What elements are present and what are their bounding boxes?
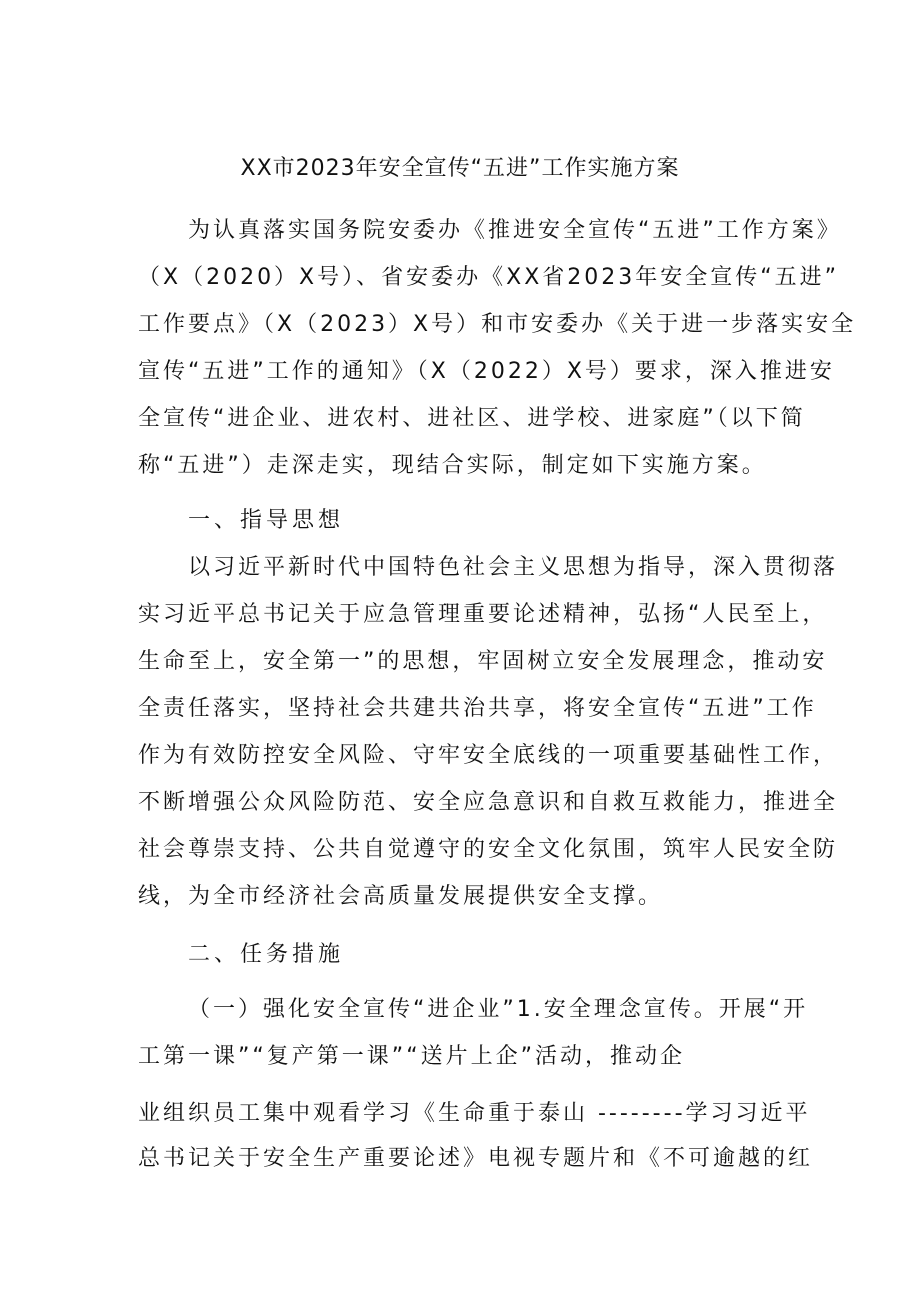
- paragraph-line: 工作要点》（X（2023）X号）和市安委办《关于进一步落实安全: [138, 312, 857, 337]
- paragraph-line: 总书记关于安全生产重要论述》电视专题片和《不可逾越的红: [138, 1146, 814, 1171]
- paragraph-line: （X（2020）X号）、省安委办《XX省2023年安全宣传“五进”: [138, 265, 840, 290]
- section-heading: 一、指导思想: [188, 508, 345, 533]
- paragraph-line: 称“五进”）走深走实，现结合实际，制定如下实施方案。: [138, 453, 767, 478]
- paragraph-line: 全责任落实，坚持社会共建共治共享，将安全宣传“五进”工作: [138, 696, 817, 721]
- paragraph-line: 实习近平总书记关于应急管理重要论述精神，弘扬“人民至上，: [138, 602, 828, 627]
- paragraph-line: 为认真落实国务院安委办《推进安全宣传“五进”工作方案》: [188, 218, 842, 243]
- section-heading: 二、任务措施: [188, 942, 345, 967]
- paragraph-line: 工第一课”“复产第一课”“送片上企”活动，推动企: [138, 1044, 685, 1069]
- paragraph-line: 生命至上，安全第一”的思想，牢固树立安全发展理念，推动安: [138, 649, 828, 674]
- paragraph-line: 作为有效防控安全风险、守牢安全底线的一项重要基础性工作，: [138, 743, 839, 768]
- paragraph-line: 全宣传“进企业、进农村、进社区、进学校、进家庭”（以下简: [138, 406, 806, 431]
- paragraph-line: 不断增强公众风险防范、安全应急意识和自救互救能力，推进全: [138, 790, 839, 815]
- paragraph-line: 以习近平新时代中国特色社会主义思想为指导，深入贯彻落: [188, 555, 839, 580]
- paragraph-line: 线，为全市经济社会高质量发展提供安全支撑。: [138, 884, 664, 909]
- paragraph-line: 宣传“五进”工作的通知》（X（2022）X号）要求，深入推进安: [138, 359, 835, 384]
- paragraph-line: （一）强化安全宣传“进企业”1.安全理念宣传。开展“开: [188, 997, 809, 1022]
- paragraph-line: 社会尊崇支持、公共自觉遵守的安全文化氛围，筑牢人民安全防: [138, 837, 839, 862]
- paragraph-line: 业组织员工集中观看学习《生命重于泰山 --------学习习近平: [138, 1101, 811, 1126]
- document-title: XX市2023年安全宣传“五进”工作实施方案: [240, 156, 680, 181]
